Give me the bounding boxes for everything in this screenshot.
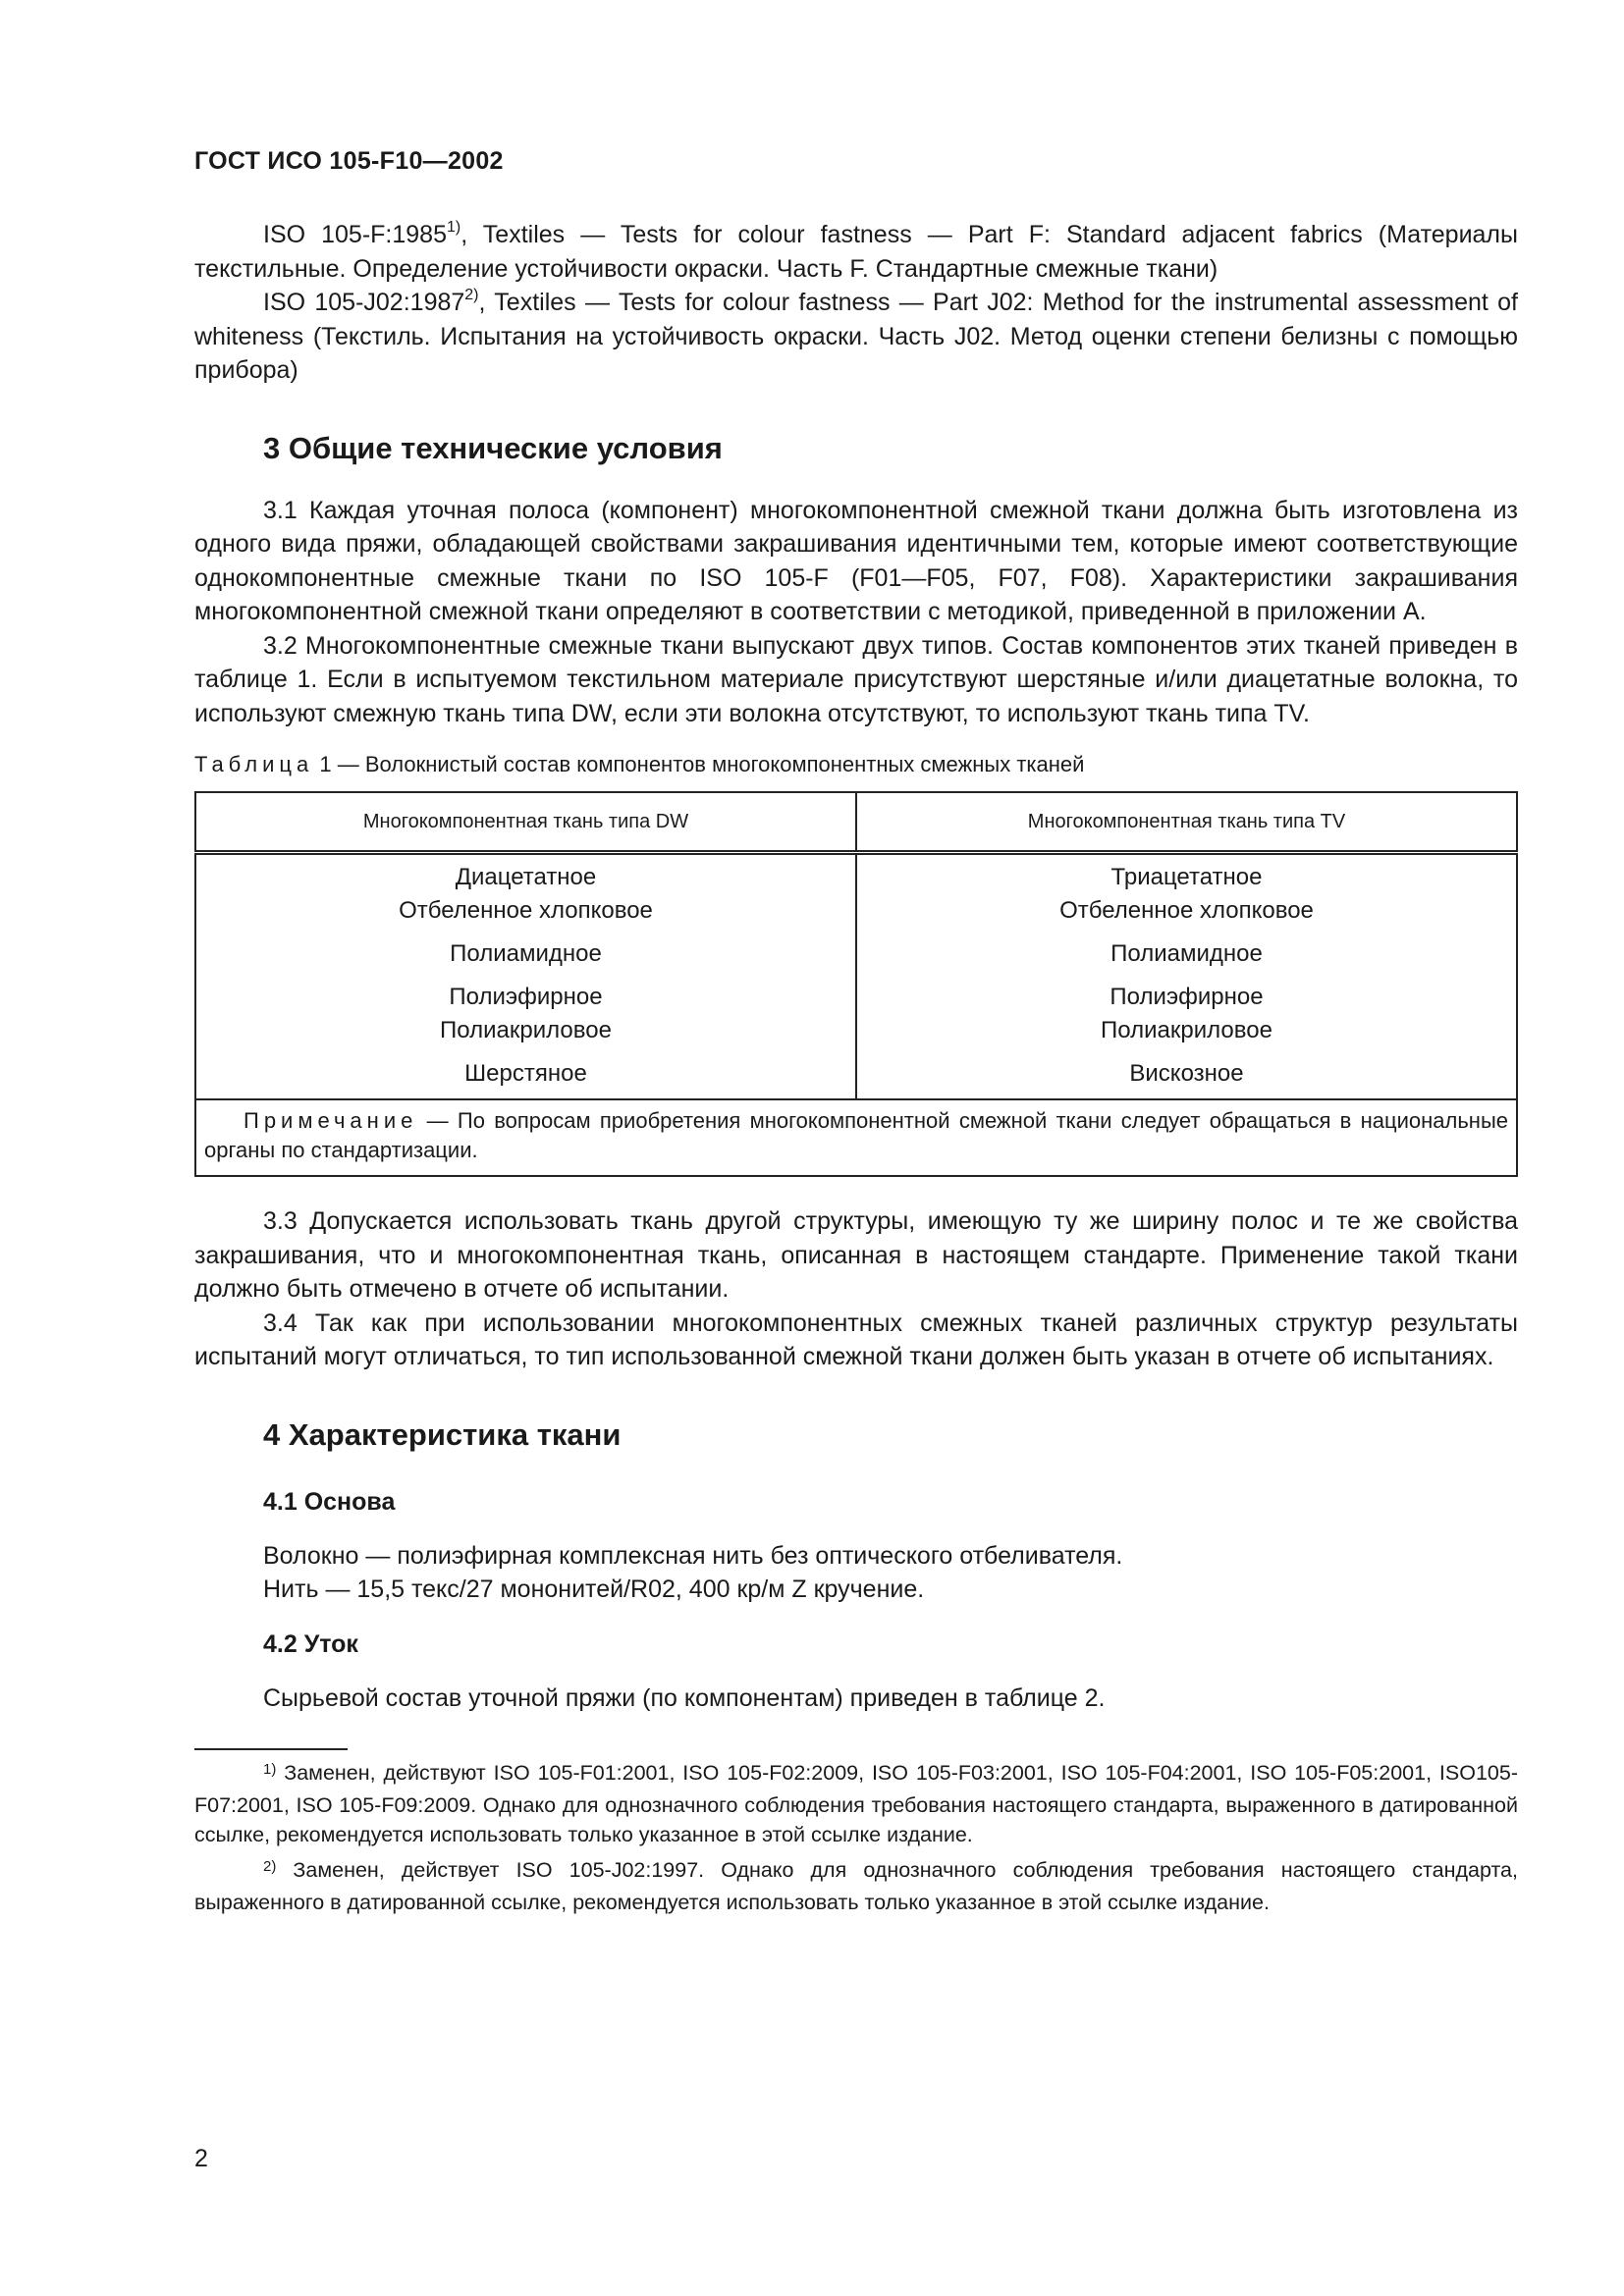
paragraph-3-4: 3.4 Так как при использовании многокомпонентных смежных тканей различных структур результаты испытаний могут отличаться, то тип использованной смежной ткани должен быть указан в отчете об испытаниях. — [194, 1308, 1518, 1370]
table-body-row — [195, 853, 1517, 1100]
section-3-heading: 3 Общие технические условия — [263, 430, 723, 465]
table-header-dw: Многокомпонентная ткань типа DW — [195, 792, 856, 853]
table-cell: Диацетатное — [455, 864, 597, 890]
document-code-header: ГОСТ ИСО 105-F10—2002 — [194, 147, 504, 175]
table-cell: Триацетатное — [1110, 864, 1263, 890]
page-content — [194, 218, 1518, 1917]
table-header-tv: Многокомпонентная ткань типа TV — [856, 792, 1517, 853]
after-table-block — [194, 1204, 1518, 1374]
page-number: 2 — [194, 2145, 208, 2172]
footnote-2: $^{2)}$ Заменен, действует ISO 105-J02:1997. Однако для однозначного соблюдения требования настоящего стандарта, выраженного в датированной ссылке, рекомендуется использовать только указанное в этой ссылке издание. — [194, 1858, 1518, 1914]
section-4-heading: 4 Характеристика ткани — [263, 1416, 622, 1452]
paragraph-4-1-fiber: Волокно — полиэфирная комплексная нить без оптического отбеливателя. — [263, 1541, 1123, 1570]
paragraph-4-2: Сырьевой состав уточной пряжи (по компонентам) приведен в таблице 2. — [263, 1683, 1106, 1712]
table-cell: Отбеленное хлопковое — [399, 897, 653, 924]
reference-iso-105-j02: ISO 105-J02:1987$^{2)}$, Textiles — Tests for colour fastness — Part J02: Method for the instrumental assessment of whiteness (Текстиль. Испытания на устойчивость окраски. Часть J02. Метод оценки степени белизны с помощью прибора) — [194, 286, 1518, 384]
footnote-1: $^{1)}$ Заменен, действуют ISO 105-F01:2001, ISO 105-F02:2009, ISO 105-F03:2001, ISO 105-F04:2001, ISO 105-F05:2001, ISO105-F07:2001, ISO 105-F09:2009. Однако для однозначного соблюдения требования настоящего стандарта, выраженного в датированной ссылке, рекомендуется использовать только указанное в этой ссылке издание. — [194, 1761, 1518, 1846]
table-cell: Полиамидное — [450, 940, 602, 967]
table-cell: Полиэфирное — [1110, 984, 1264, 1010]
table-cell: Шерстяное — [464, 1060, 587, 1087]
reference-iso-105-f: ISO 105-F:1985$^{1)}$, Textiles — Tests for colour fastness — Part F: Standard adjacent fabrics (Материалы текстильные. Определение устойчивости окраски. Часть F. Стандартные смежные ткани) — [194, 218, 1518, 283]
table-cell: Отбеленное хлопковое — [1059, 897, 1314, 924]
footnotes — [194, 1758, 1518, 1917]
table-header-row — [195, 792, 1517, 853]
table-note: Примечание — По вопросам приобретения многокомпонентной смежной ткани следует обращаться в национальные органы по стандартизации. — [195, 1099, 1517, 1176]
subsection-4-1-heading: 4.1 Основа — [263, 1487, 396, 1516]
footnote-ref-1[interactable]: 1) — [447, 218, 461, 236]
table-cell: Вискозное — [1129, 1060, 1244, 1087]
table-cell: Полиакриловое — [1101, 1017, 1272, 1043]
footnote-separator — [194, 1748, 348, 1750]
table-cell: Полиэфирное — [449, 984, 603, 1010]
subsection-4-2-heading: 4.2 Уток — [263, 1629, 358, 1658]
table-cell: Полиамидное — [1110, 940, 1263, 967]
table-note-row — [195, 1099, 1517, 1176]
table-1-caption: Таблица 1 — Волокнистый состав компонентов многокомпонентных смежных тканей — [194, 752, 1085, 776]
table-cell: Полиакриловое — [440, 1017, 612, 1043]
paragraph-3-1: 3.1 Каждая уточная полоса (компонент) многокомпонентной смежной ткани должна быть изготовлена из одного вида пряжи, обладающей свойствами закрашивания идентичными тем, которые имеют соответствующие однокомпонентные смежные ткани по ISO 105-F (F01—F05, F07, F08). Характеристики закрашивания многокомпонентной смежной ткани определяют в соответствии с методикой, приведенной в приложении А. — [194, 496, 1518, 625]
paragraph-3-2: 3.2 Многокомпонентные смежные ткани выпускают двух типов. Состав компонентов этих тканей приведен в таблице 1. Если в испытуемом текстильном материале присутствуют шерстяные и/или диацетатные волокна, то используют смежную ткань типа DW, если эти волокна отсутствуют, то используют ткань типа TV. — [194, 631, 1518, 727]
paragraph-4-1-yarn: Нить — 15,5 текс/27 мононитей/R02, 400 кр/м Z кручение. — [263, 1575, 925, 1603]
table-column-tv — [856, 853, 1517, 1100]
footnote-ref-2[interactable]: 2) — [464, 286, 479, 303]
table-1 — [194, 791, 1518, 1177]
table-column-dw — [195, 853, 856, 1100]
paragraph-3-3: 3.3 Допускается использовать ткань другой структуры, имеющую ту же ширину полос и те же свойства закрашивания, что и многокомпонентная ткань, описанная в настоящем стандарте. Применение такой ткани должно быть отмечено в отчете об испытании. — [194, 1207, 1518, 1303]
